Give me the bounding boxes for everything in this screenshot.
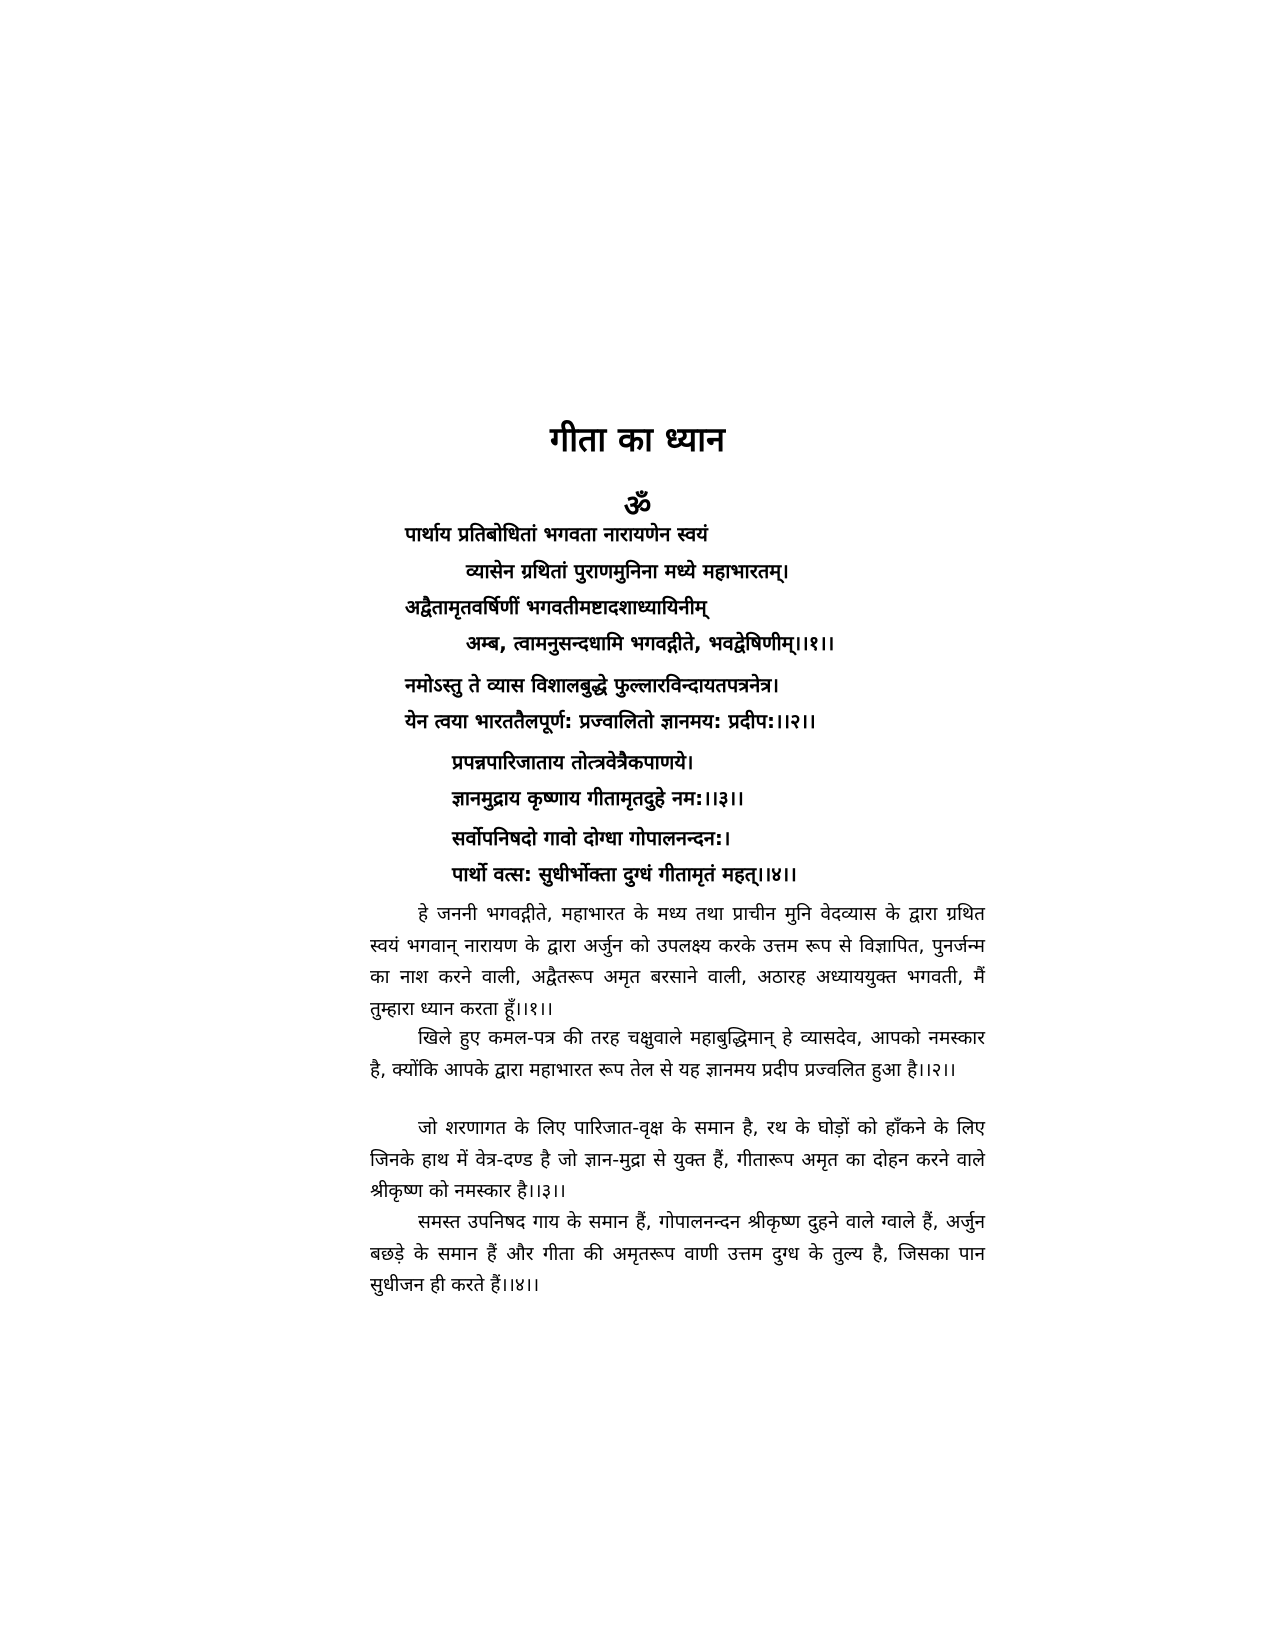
verse-1-line-2: व्यासेन ग्रथितां पुराणमुनिना मध्ये महाभारतम्। (466, 559, 789, 583)
translation-paragraph-2: खिले हुए कमल-पत्र की तरह चक्षुवाले महाबुद्धिमान् हे व्यासदेव, आपको नमस्कार है, क्योंकि आपके द्वारा महाभारत रूप तेल से यह ज्ञानमय प्रदीप प्रज्वलित हुआ है।।२।। (370, 1027, 985, 1081)
om-symbol: ॐ (623, 489, 652, 524)
verse-1-line-3: अद्वैतामृतवर्षिणीं भगवतीमष्टादशाध्यायिनीम् (405, 595, 707, 619)
page-title: गीता का ध्यान (550, 420, 725, 460)
verse-3-line-1: प्रपन्नपारिजाताय तोत्त्रवेत्रैकपाणये। (452, 750, 694, 774)
verse-2-line-1: नमोऽस्तु ते व्यास विशालबुद्धे फुल्लारविन्दायतपत्रनेत्र। (405, 673, 779, 697)
verse-2-line-2: येन त्वया भारततैलपूर्ण: प्रज्वालितो ज्ञानमय: प्रदीप:।।२।। (405, 709, 816, 733)
verse-4-line-2: पार्थो वत्स: सुधीर्भोक्ता दुग्धं गीतामृतं महत्।।४।। (452, 862, 797, 886)
verse-4-line-1: सर्वोपनिषदो गावो दोग्धा गोपालनन्दन:। (452, 826, 731, 850)
translation-paragraph-4: समस्त उपनिषद गाय के समान हैं, गोपालनन्दन श्रीकृष्ण दुहने वाले ग्वाले हैं, अर्जुन बछड़े के समान हैं और गीता की अमृतरूप वाणी उत्तम दुग्ध के तुल्य है, जिसका पान सुधीजन ही करते हैं।।४।। (370, 1211, 985, 1296)
translation-paragraph-3: जो शरणागत के लिए पारिजात-वृक्ष के समान है, रथ के घोड़ों को हाँकने के लिए जिनके हाथ में वेत्र-दण्ड है जो ज्ञान-मुद्रा से युक्त हैं, गीतारूप अमृत का दोहन करने वाले श्रीकृष्ण को नमस्कार है।।३।। (370, 1117, 985, 1202)
translation-paragraph-1: हे जननी भगवद्गीते, महाभारत के मध्य तथा प्राचीन मुनि वेदव्यास के द्वारा ग्रथित स्वयं भगवान् नारायण के द्वारा अर्जुन को उपलक्ष्य करके उत्तम रूप से विज्ञापित, पुनर्जन्म का नाश करने वाली, अद्वैतरूप अमृत बरसाने वाली, अठारह अध्याययुक्त भगवती, मैं तुम्हारा ध्यान करता हूँ।।१।। (370, 903, 985, 1020)
verse-1-line-4: अम्ब, त्वामनुसन्दधामि भगवद्गीते, भवद्वेषिणीम्।।१।। (466, 631, 835, 655)
verse-3-line-2: ज्ञानमुद्राय कृष्णाय गीतामृतदुहे नम:।।३।। (452, 786, 744, 810)
verse-1-line-1: पार्थाय प्रतिबोधितां भगवता नारायणेन स्वयं (405, 522, 708, 546)
